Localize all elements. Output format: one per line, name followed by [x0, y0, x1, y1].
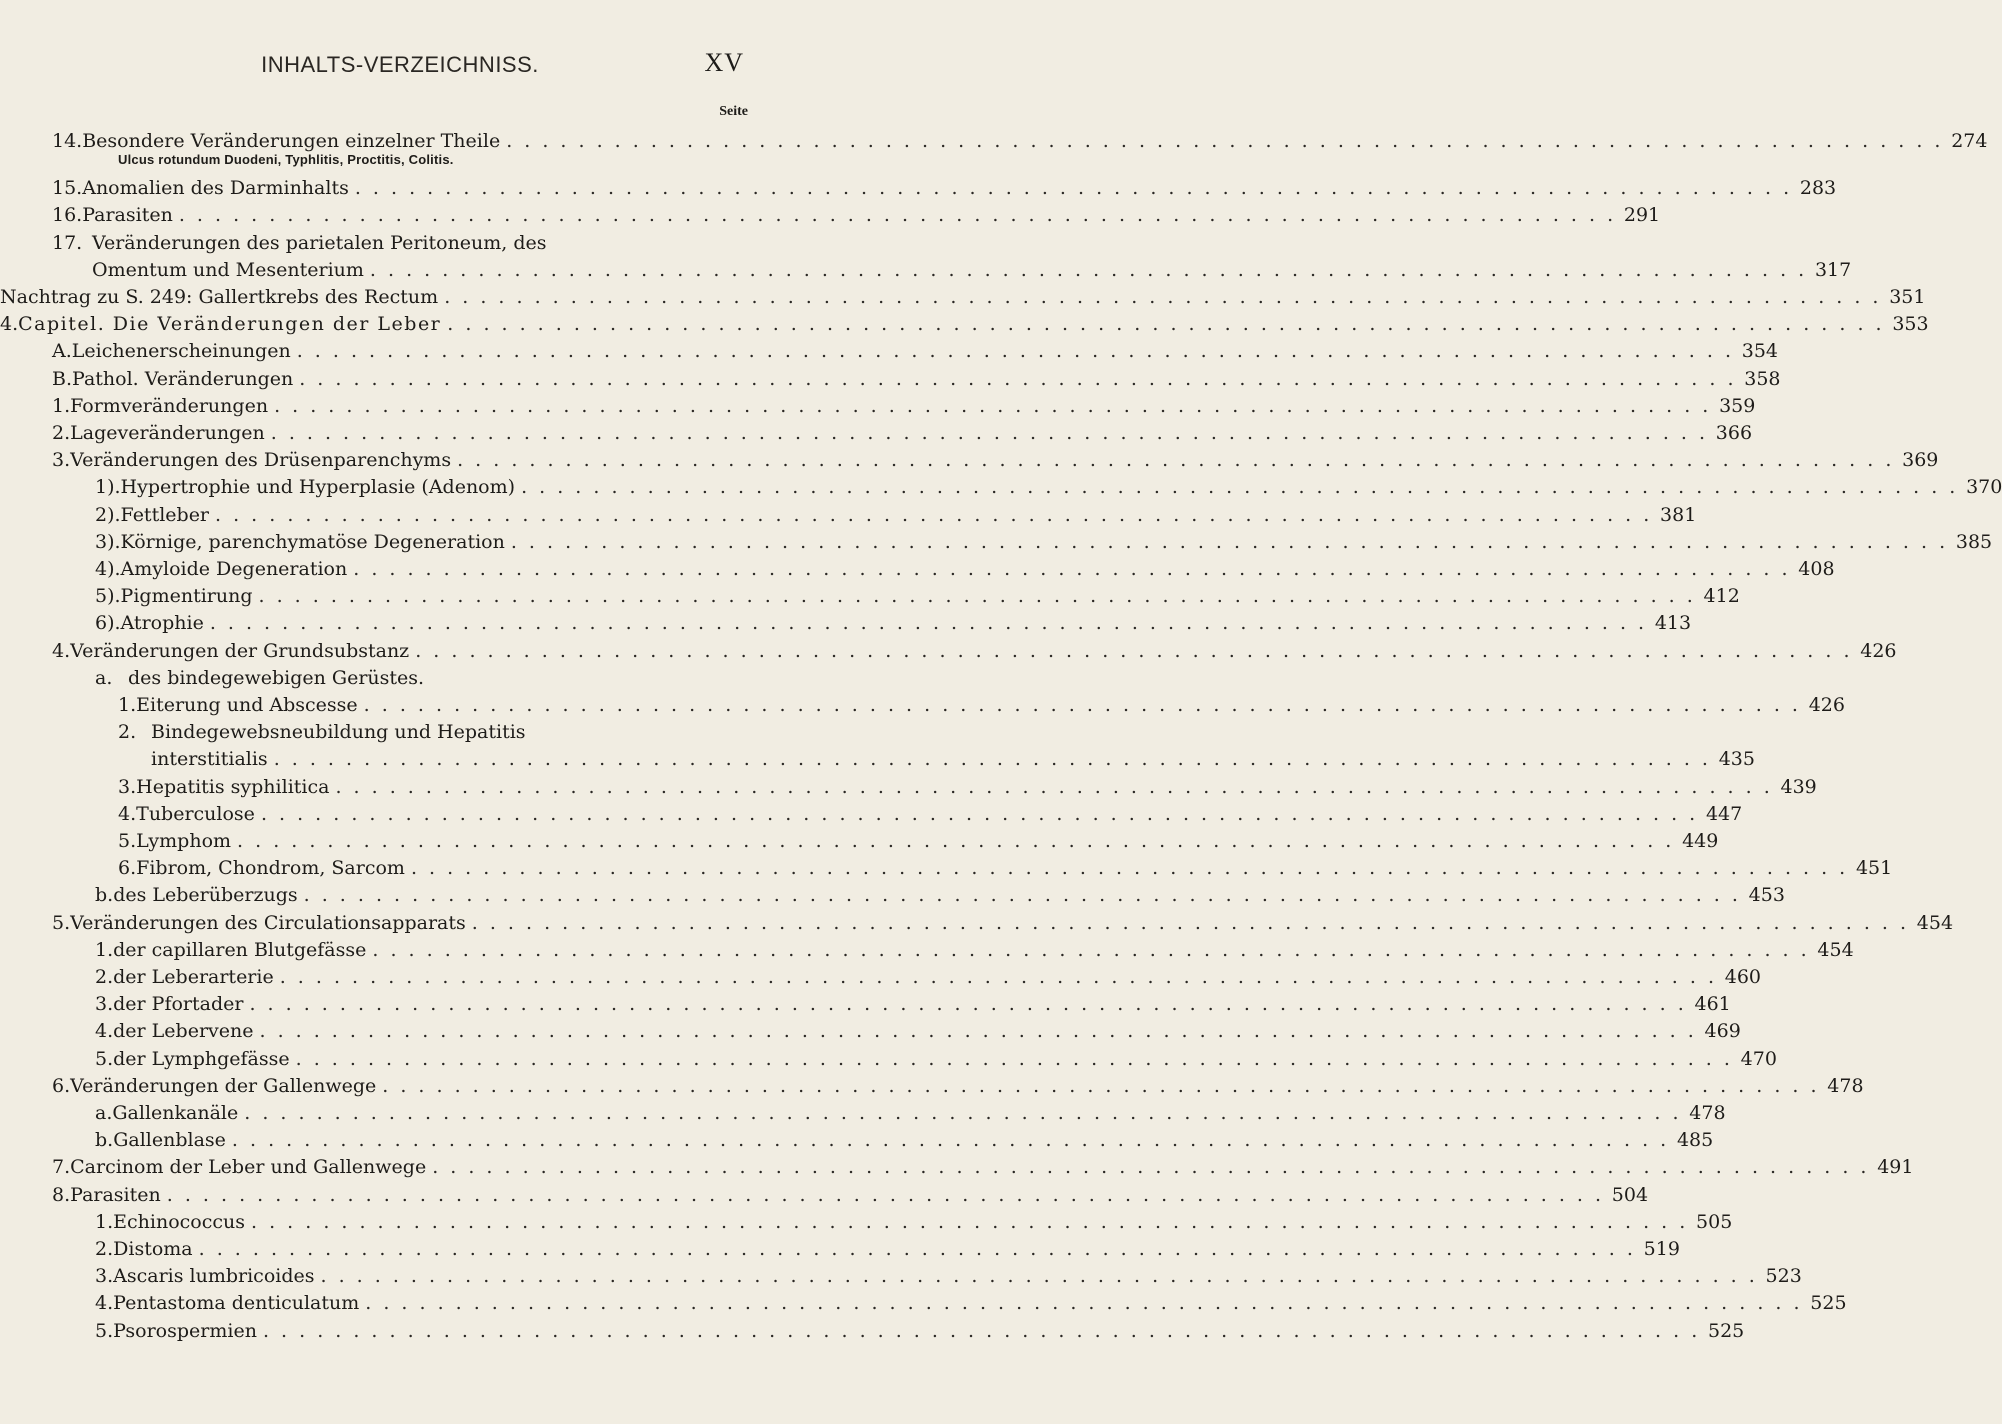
toc-entry-page: 525	[1707, 1319, 1745, 1342]
toc-entry-page: 283	[1799, 177, 1837, 200]
toc-entry-title: Formveränderungen	[70, 394, 269, 417]
toc-entry-page: 453	[1748, 884, 1785, 907]
toc-entry-title: Distoma	[113, 1238, 193, 1260]
leader-dots: . . . . . . . . . . . . . . . . . . . . . . . . . . . . . . . . . . . . . . . . . . . . . . . . . . . . . . . . . . . . . . . . . . . . . . . . . . . . . . . .	[444, 286, 1882, 308]
toc-entry-title: des Leberüberzugs	[113, 884, 298, 907]
leader-dots: . . . . . . . . . . . . . . . . . . . . . . . . . . . . . . . . . . . . . . . . . . . . . . . . . . . . . . . . . . . . . . . . . . . . . . . . . . . . . . . .	[372, 938, 1810, 961]
toc-entry-page: 385	[1955, 530, 1993, 553]
leader-dots: . . . . . . . . . . . . . . . . . . . . . . . . . . . . . . . . . . . . . . . . . . . . . . . . . . . . . . . . . . . . . . . . . . . . . . . . . . . . . . . .	[354, 177, 1793, 200]
toc-entry-page: 359	[1719, 394, 1756, 417]
toc-entry-title: Veränderungen des parietalen Peritoneum, des	[92, 231, 547, 254]
toc-entry-title: Pentastoma denticulatum	[113, 1292, 360, 1315]
toc-entry-page: 485	[1676, 1129, 1714, 1152]
toc-entry-title: Atrophie	[120, 612, 204, 635]
toc-entry	[95, 1319, 1745, 1352]
leader-dots: . . . . . . . . . . . . . . . . . . . . . . . . . . . . . . . . . . . . . . . . . . . . . . . . . . . . . . . . . . . . . . . . . . . . . . . . . . . . . . . .	[178, 204, 1617, 227]
toc-entry-page: 469	[1704, 1020, 1741, 1043]
toc-entry-number: b.	[95, 1129, 114, 1152]
leader-dots: . . . . . . . . . . . . . . . . . . . . . . . . . . . . . . . . . . . . . . . . . . . . . . . . . . . . . . . . . . . . . . . . . . . . . . . . . . . . . . . .	[295, 1047, 1733, 1070]
toc-entry-page: 351	[1889, 286, 1926, 308]
leader-dots: . . . . . . . . . . . . . . . . . . . . . . . . . . . . . . . . . . . . . . . . . . . . . . . . . . . . . . . . . . . . . . . . . . . . . . . . . . . . . . . .	[457, 449, 1895, 472]
toc-entry-number: 1.	[52, 394, 71, 417]
toc-entry-title: Anomalien des Darminhalts	[82, 177, 349, 200]
leader-dots: . . . . . . . . . . . . . . . . . . . . . . . . . . . . . . . . . . . . . . . . . . . . . . . . . . . . . . . . . . . . . . . . . . . . . . . . . . . . . . . .	[410, 857, 1849, 880]
toc-entry-number: 3).	[95, 530, 121, 553]
toc-entry-page: 447	[1705, 802, 1743, 825]
toc-entry-title: Fibrom, Chondrom, Sarcom	[136, 857, 405, 880]
toc-entry-number: 1).	[95, 476, 121, 499]
toc-entry-title: Capitel. Die Veränderungen der Leber	[18, 313, 442, 336]
toc-entry-title: Gallenkanäle	[112, 1102, 239, 1124]
toc-entry-number: 5.	[118, 830, 137, 852]
toc-entry-title: der capillaren Blutgefässe	[113, 938, 367, 961]
leader-dots: . . . . . . . . . . . . . . . . . . . . . . . . . . . . . . . . . . . . . . . . . . . . . . . . . . . . . . . . . . . . . . . . . . . . . . . . . . . . . . . .	[231, 1129, 1670, 1152]
toc-entry-page: 366	[1715, 422, 1753, 444]
toc-entry-number: 5.	[52, 911, 71, 934]
toc-entry-page: 369	[1902, 449, 1939, 472]
toc-entry-number: 16.	[52, 204, 83, 227]
toc-entry-title: Pathol. Veränderungen	[72, 367, 294, 390]
toc-entry-page: 408	[1798, 558, 1835, 580]
toc-entry-title: der Lebervene	[113, 1020, 254, 1043]
toc-entry-number: 8.	[52, 1183, 71, 1206]
leader-dots: . . . . . . . . . . . . . . . . . . . . . . . . . . . . . . . . . . . . . . . . . . . . . . . . . . . . . . . . . . . . . . . . . . . . . . . . . . . . . . . .	[249, 993, 1687, 1016]
toc-entry-title: Eiterung und Abscesse	[136, 694, 358, 716]
toc-entry-title: Leichenerscheinungen	[71, 340, 291, 363]
toc-entry-title: Omentum und Mesenterium	[92, 258, 364, 281]
toc-entry-page: 413	[1654, 612, 1692, 635]
toc-entry-title: der Pfortader	[113, 993, 244, 1016]
toc-entry-title: Echinococcus	[113, 1210, 245, 1233]
leader-dots: . . . . . . . . . . . . . . . . . . . . . . . . . . . . . . . . . . . . . . . . . . . . . . . . . . . . . . . . . . . . . . . . . . . . . . . . . . . . . . . .	[198, 1238, 1636, 1260]
toc-entry-page: 274	[1951, 130, 1988, 152]
toc-entry-page: 519	[1643, 1238, 1680, 1260]
leader-dots: . . . . . . . . . . . . . . . . . . . . . . . . . . . . . . . . . . . . . . . . . . . . . . . . . . . . . . . . . . . . . . . . . . . . . . . . . . . . . . . .	[432, 1156, 1870, 1179]
toc-entry-title: Hepatitis syphilitica	[136, 775, 330, 798]
leader-dots: . . . . . . . . . . . . . . . . . . . . . . . . . . . . . . . . . . . . . . . . . . . . . . . . . . . . . . . . . . . . . . . . . . . . . . . . . . . . . . . .	[471, 911, 1910, 934]
toc-entry-number: 6.	[52, 1074, 71, 1097]
leader-dots: . . . . . . . . . . . . . . . . . . . . . . . . . . . . . . . . . . . . . . . . . . . . . . . . . . . . . . . . . . . . . . . . . . . . . . . . . . . . . . . .	[369, 258, 1808, 281]
toc-entry-title: des bindegewebigen Gerüstes.	[128, 666, 425, 689]
toc-entry-title: Veränderungen des Drüsenparenchyms	[70, 449, 452, 472]
toc-entry-page: 461	[1694, 993, 1731, 1016]
toc-entry-page: 354	[1741, 340, 1778, 363]
toc-entry-page: 523	[1765, 1265, 1802, 1288]
toc-entry-page: 435	[1718, 748, 1755, 771]
toc-entry-title: Hypertrophie und Hyperplasie (Adenom)	[120, 476, 516, 499]
toc-entry-title: Amyloide Degeneration	[120, 558, 348, 580]
toc-entry-page: 426	[1808, 694, 1845, 716]
toc-entry-number: A.	[52, 340, 72, 363]
toc-entry-number: 1.	[118, 694, 137, 716]
toc-entry-number: 6).	[95, 612, 121, 635]
toc-entry-title: Tuberculose	[136, 802, 255, 825]
toc-entry-page: 449	[1682, 830, 1719, 852]
toc-entry-number: b.	[95, 884, 114, 907]
leader-dots: . . . . . . . . . . . . . . . . . . . . . . . . . . . . . . . . . . . . . . . . . . . . . . . . . . . . . . . . . . . . . . . . . . . . . . . . . . . . . . . .	[262, 1319, 1701, 1342]
toc-entry-number: 3.	[118, 775, 137, 798]
toc-entry-number: 5.	[95, 1047, 114, 1070]
toc-entry-page: 426	[1860, 639, 1897, 662]
toc-entry-title: Carcinom der Leber und Gallenwege	[70, 1156, 427, 1179]
toc-entry-title: der Leberarterie	[113, 966, 274, 988]
toc-entry-page: 491	[1877, 1156, 1914, 1179]
toc-entry-title: Gallenblase	[113, 1129, 226, 1152]
toc-entry-page: 470	[1740, 1047, 1777, 1070]
toc-entry-page: 358	[1744, 367, 1781, 390]
toc-entry-number: 2.	[95, 966, 114, 988]
leader-dots: . . . . . . . . . . . . . . . . . . . . . . . . . . . . . . . . . . . . . . . . . . . . . . . . . . . . . . . . . . . . . . . . . . . . . . . . . . . . . . . .	[215, 503, 1653, 526]
leader-dots: . . . . . . . . . . . . . . . . . . . . . . . . . . . . . . . . . . . . . . . . . . . . . . . . . . . . . . . . . . . . . . . . . . . . . . . . . . . . . . . .	[273, 748, 1711, 771]
toc-entry-page: 504	[1611, 1183, 1649, 1206]
leader-dots: . . . . . . . . . . . . . . . . . . . . . . . . . . . . . . . . . . . . . . . . . . . . . . . . . . . . . . . . . . . . . . . . . . . . . . . . . . . . . . . .	[335, 775, 1773, 798]
toc-entry-title: Bindegewebsneubildung und Hepatitis	[151, 721, 526, 744]
toc-entry-number: 5.	[95, 1319, 114, 1342]
leader-dots: . . . . . . . . . . . . . . . . . . . . . . . . . . . . . . . . . . . . . . . . . . . . . . . . . . . . . . . . . . . . . . . . . . . . . . . . . . . . . . . .	[270, 422, 1709, 444]
toc-entry-page: 478	[1689, 1102, 1726, 1124]
toc-entry-number: B.	[52, 367, 73, 390]
toc-entry-number: 2.	[118, 721, 137, 744]
toc-entry-title: Fettleber	[120, 503, 210, 526]
leader-dots: . . . . . . . . . . . . . . . . . . . . . . . . . . . . . . . . . . . . . . . . . . . . . . . . . . . . . . . . . . . . . . . . . . . . . . . . . . . . . . . .	[209, 612, 1648, 635]
toc-entry-title: Veränderungen der Grundsubstanz	[70, 639, 410, 662]
toc-entry-page: 525	[1810, 1292, 1847, 1315]
toc-entry-number: 3.	[95, 993, 114, 1016]
leader-dots: . . . . . . . . . . . . . . . . . . . . . . . . . . . . . . . . . . . . . . . . . . . . . . . . . . . . . . . . . . . . . . . . . . . . . . . . . . . . . . . .	[258, 585, 1696, 608]
toc-entry-subtitle: Ulcus rotundum Duodeni, Typhlitis, Proctitis, Colitis.	[118, 152, 454, 168]
leader-dots: . . . . . . . . . . . . . . . . . . . . . . . . . . . . . . . . . . . . . . . . . . . . . . . . . . . . . . . . . . . . . . . . . . . . . . . . . . . . . . . .	[251, 1210, 1689, 1233]
toc-entry-number: 7.	[52, 1156, 71, 1179]
running-header-title: INHALTS-VERZEICHNISS.	[261, 52, 539, 77]
leader-dots: . . . . . . . . . . . . . . . . . . . . . . . . . . . . . . . . . . . . . . . . . . . . . . . . . . . . . . . . . . . . . . . . . . . . . . . . . . . . . . . .	[382, 1074, 1820, 1097]
toc-entry-page: 353	[1892, 313, 1929, 336]
leader-dots: . . . . . . . . . . . . . . . . . . . . . . . . . . . . . . . . . . . . . . . . . . . . . . . . . . . . . . . . . . . . . . . . . . . . . . . . . . . . . . . .	[320, 1265, 1758, 1288]
toc-entry-page: 381	[1660, 503, 1697, 526]
toc-entry-number: 2.	[52, 422, 71, 444]
leader-dots: . . . . . . . . . . . . . . . . . . . . . . . . . . . . . . . . . . . . . . . . . . . . . . . . . . . . . . . . . . . . . . . . . . . . . . . . . . . . . . . .	[279, 966, 1718, 988]
leader-dots: . . . . . . . . . . . . . . . . . . . . . . . . . . . . . . . . . . . . . . . . . . . . . . . . . . . . . . . . . . . . . . . . . . . . . . . . . . . . . . . .	[244, 1102, 1682, 1124]
toc-entry-title: Nachtrag zu S. 249: Gallertkrebs des Rectum	[0, 286, 439, 308]
toc-entry-number: 6.	[118, 857, 137, 880]
leader-dots: . . . . . . . . . . . . . . . . . . . . . . . . . . . . . . . . . . . . . . . . . . . . . . . . . . . . . . . . . . . . . . . . . . . . . . . . . . . . . . . .	[506, 130, 1944, 152]
page-number: XV	[704, 48, 744, 77]
toc-entry-page: 460	[1724, 966, 1762, 988]
leader-dots: . . . . . . . . . . . . . . . . . . . . . . . . . . . . . . . . . . . . . . . . . . . . . . . . . . . . . . . . . . . . . . . . . . . . . . . . . . . . . . . .	[521, 476, 1959, 499]
leader-dots: . . . . . . . . . . . . . . . . . . . . . . . . . . . . . . . . . . . . . . . . . . . . . . . . . . . . . . . . . . . . . . . . . . . . . . . . . . . . . . . .	[415, 639, 1853, 662]
toc-entry-number: 4.	[0, 313, 19, 336]
toc-entry-page: 370	[1966, 476, 2002, 499]
leader-dots: . . . . . . . . . . . . . . . . . . . . . . . . . . . . . . . . . . . . . . . . . . . . . . . . . . . . . . . . . . . . . . . . . . . . . . . . . . . . . . . .	[259, 1020, 1697, 1043]
leader-dots: . . . . . . . . . . . . . . . . . . . . . . . . . . . . . . . . . . . . . . . . . . . . . . . . . . . . . . . . . . . . . . . . . . . . . . . . . . . . . . . .	[237, 830, 1675, 852]
toc-entry-number: a.	[95, 666, 113, 689]
toc-entry-title: Veränderungen des Circulationsapparats	[70, 911, 466, 934]
toc-entry-number: a.	[95, 1102, 113, 1124]
toc-entry-page: 454	[1916, 911, 1954, 934]
leader-dots: . . . . . . . . . . . . . . . . . . . . . . . . . . . . . . . . . . . . . . . . . . . . . . . . . . . . . . . . . . . . . . . . . . . . . . . . . . . . . . . .	[274, 394, 1712, 417]
leader-dots: . . . . . . . . . . . . . . . . . . . . . . . . . . . . . . . . . . . . . . . . . . . . . . . . . . . . . . . . . . . . . . . . . . . . . . . . . . . . . . . .	[166, 1183, 1605, 1206]
toc-entry-number: 4.	[95, 1292, 114, 1315]
leader-dots: . . . . . . . . . . . . . . . . . . . . . . . . . . . . . . . . . . . . . . . . . . . . . . . . . . . . . . . . . . . . . . . . . . . . . . . . . . . . . . . .	[303, 884, 1741, 907]
toc-entry-number: 3.	[95, 1265, 114, 1288]
leader-dots: . . . . . . . . . . . . . . . . . . . . . . . . . . . . . . . . . . . . . . . . . . . . . . . . . . . . . . . . . . . . . . . . . . . . . . . . . . . . . . . .	[447, 313, 1885, 336]
toc-entry-page: 454	[1817, 938, 1854, 961]
toc-entry-title: Körnige, parenchymatöse Degeneration	[120, 530, 505, 553]
toc-entry-title: Besondere Veränderungen einzelner Theile	[82, 130, 501, 152]
toc-entry-number: 3.	[52, 449, 71, 472]
toc-entry-page: 317	[1814, 258, 1852, 281]
toc-entry-number: 17.	[52, 231, 83, 254]
toc-entry-title: Veränderungen der Gallenwege	[70, 1074, 377, 1097]
leader-dots: . . . . . . . . . . . . . . . . . . . . . . . . . . . . . . . . . . . . . . . . . . . . . . . . . . . . . . . . . . . . . . . . . . . . . . . . . . . . . . . .	[363, 694, 1801, 716]
leader-dots: . . . . . . . . . . . . . . . . . . . . . . . . . . . . . . . . . . . . . . . . . . . . . . . . . . . . . . . . . . . . . . . . . . . . . . . . . . . . . . . .	[296, 340, 1734, 363]
toc-entry-page: 291	[1623, 204, 1661, 227]
toc-entry-title: Psorospermien	[113, 1319, 257, 1342]
toc-entry-title: Parasiten	[70, 1183, 161, 1206]
toc-entry-page: 451	[1855, 857, 1893, 880]
toc-entry-title: Pigmentirung	[120, 585, 253, 608]
toc-entry-number: 2).	[95, 503, 121, 526]
toc-entry-title: Parasiten	[82, 204, 173, 227]
toc-entry-page: 412	[1703, 585, 1740, 608]
toc-entry-number: 4.	[95, 1020, 114, 1043]
toc-entry-number: 1.	[95, 1210, 114, 1233]
leader-dots: . . . . . . . . . . . . . . . . . . . . . . . . . . . . . . . . . . . . . . . . . . . . . . . . . . . . . . . . . . . . . . . . . . . . . . . . . . . . . . . .	[299, 367, 1737, 390]
page-column-label: Seite	[719, 104, 748, 119]
toc-entry-title: Ascaris lumbricoides	[113, 1265, 315, 1288]
toc-entry-number: 4.	[118, 802, 137, 825]
toc-entry-number: 4).	[95, 558, 121, 580]
toc-entry-number: 1.	[95, 938, 114, 961]
leader-dots: . . . . . . . . . . . . . . . . . . . . . . . . . . . . . . . . . . . . . . . . . . . . . . . . . . . . . . . . . . . . . . . . . . . . . . . . . . . . . . . .	[365, 1292, 1803, 1315]
leader-dots: . . . . . . . . . . . . . . . . . . . . . . . . . . . . . . . . . . . . . . . . . . . . . . . . . . . . . . . . . . . . . . . . . . . . . . . . . . . . . . . .	[260, 802, 1699, 825]
toc-entry-page: 439	[1780, 775, 1817, 798]
toc-entry-title: der Lymphgefässe	[113, 1047, 290, 1070]
toc-entry-title: Lymphom	[136, 830, 232, 852]
toc-entry-number: 5).	[95, 585, 121, 608]
toc-entry-title: interstitialis	[151, 748, 268, 771]
toc-entry-number: 15.	[52, 177, 83, 200]
leader-dots: . . . . . . . . . . . . . . . . . . . . . . . . . . . . . . . . . . . . . . . . . . . . . . . . . . . . . . . . . . . . . . . . . . . . . . . . . . . . . . . .	[353, 558, 1791, 580]
toc-entry-number: 2.	[95, 1238, 114, 1260]
toc-entry-number: 14.	[52, 130, 83, 152]
toc-entry-page: 478	[1827, 1074, 1864, 1097]
toc-entry-title: Lageveränderungen	[70, 422, 265, 444]
toc-entry-number: 4.	[52, 639, 71, 662]
leader-dots: . . . . . . . . . . . . . . . . . . . . . . . . . . . . . . . . . . . . . . . . . . . . . . . . . . . . . . . . . . . . . . . . . . . . . . . . . . . . . . . .	[510, 530, 1949, 553]
toc-entry-page: 505	[1696, 1210, 1733, 1233]
